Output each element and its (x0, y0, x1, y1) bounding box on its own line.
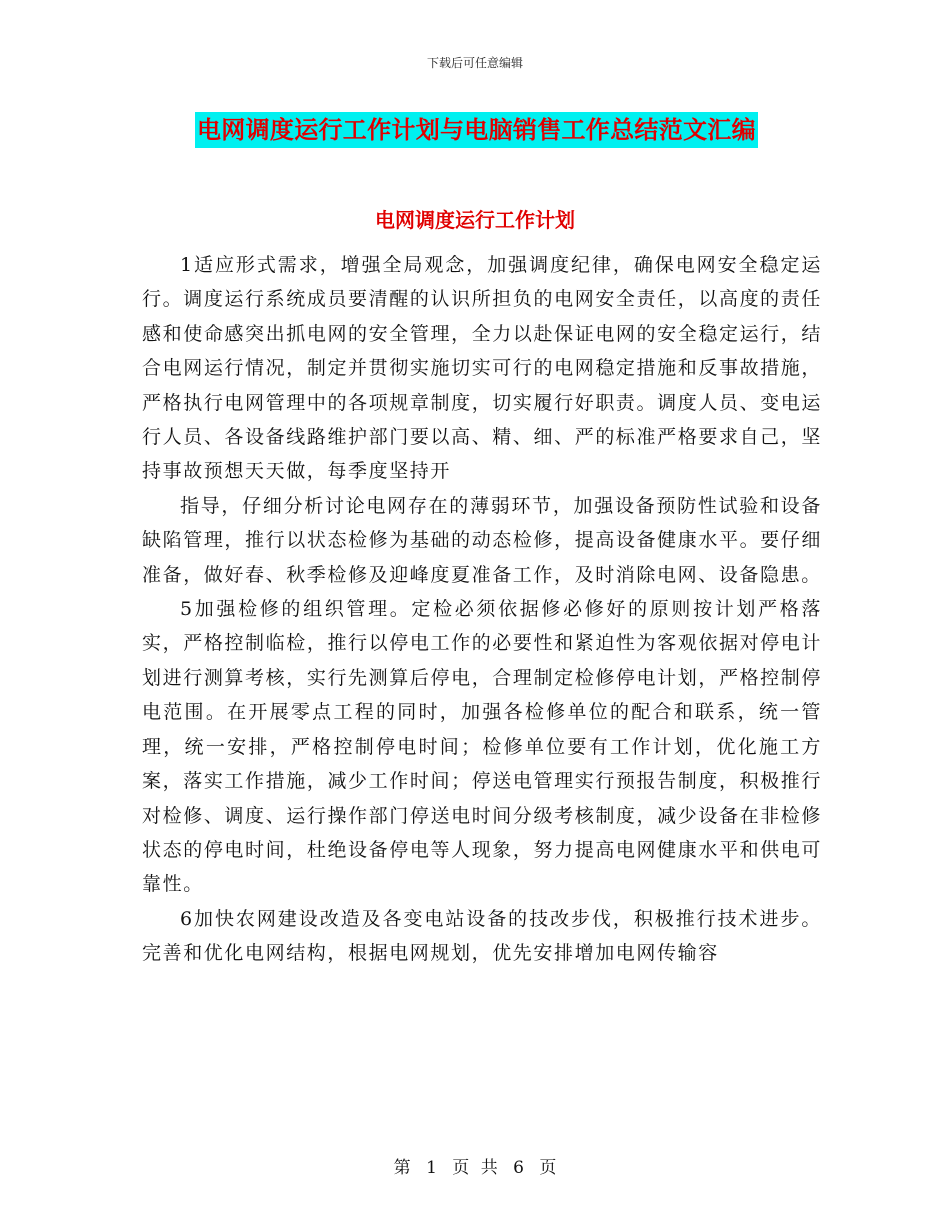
footer-middle: 页 共 (452, 1158, 498, 1178)
paragraph: 6加快农网建设改造及各变电站设备的技改步伐，积极推行技术进步。完善和优化电网结构，根据电网规划，优先安排增加电网传输容 (142, 907, 822, 965)
paragraph: 指导，仔细分析讨论电网存在的薄弱环节，加强设备预防性试验和设备缺陷管理，推行以状态检修为基础的动态检修，提高设备健康水平。要仔细准备，做好春、秋季检修及迎峰度夏准备工作，及时消除电网、设备隐患。 (142, 494, 822, 586)
body-text (142, 248, 822, 971)
paragraph: 1适应形式需求，增强全局观念，加强调度纪律，确保电网安全稳定运行。调度运行系统成员要清醒的认识所担负的电网安全责任，以高度的责任感和使命感突出抓电网的安全管理，全力以赴保证电网的安全稳定运行，结合电网运行情况，制定并贯彻实施切实可行的电网稳定措施和反事故措施，严格执行电网管理中的各项规章制度，切实履行好职责。调度人员、变电运行人员、各设备线路维护部门要以高、精、细、严的标准严格要求自己，坚持事故预想天天做，每季度坚持开 (142, 254, 822, 483)
page-number: 1 (426, 1158, 437, 1178)
footer-prefix: 第 (393, 1158, 411, 1178)
paragraph: 5加强检修的组织管理。定检必须依据修必修好的原则按计划严格落实，严格控制临检，推行以停电工作的必要性和紧迫性为客观依据对停电计划进行测算考核，实行先测算后停电，合理制定检修停电计划，严格控制停电范围。在开展零点工程的同时，加强各检修单位的配合和联系，统一管理，统一安排，严格控制停电时间；检修单位要有工作计划，优化施工方案，落实工作措施，减少工作时间；停送电管理实行预报告制度，积极推行对检修、调度、运行操作部门停送电时间分级考核制度，减少设备在非检修状态的停电时间，杜绝设备停电等人现象，努力提高电网健康水平和供电可靠性。 (142, 598, 822, 896)
header-note: 下载后可任意编辑 (426, 56, 523, 70)
document-title: 电网调度运行工作计划与电脑销售工作总结范文汇编 (195, 112, 758, 148)
section-title: 电网调度运行工作计划 (375, 208, 575, 232)
page-footer (0, 1153, 950, 1178)
total-pages: 6 (513, 1158, 524, 1178)
footer-suffix: 页 (539, 1158, 557, 1178)
